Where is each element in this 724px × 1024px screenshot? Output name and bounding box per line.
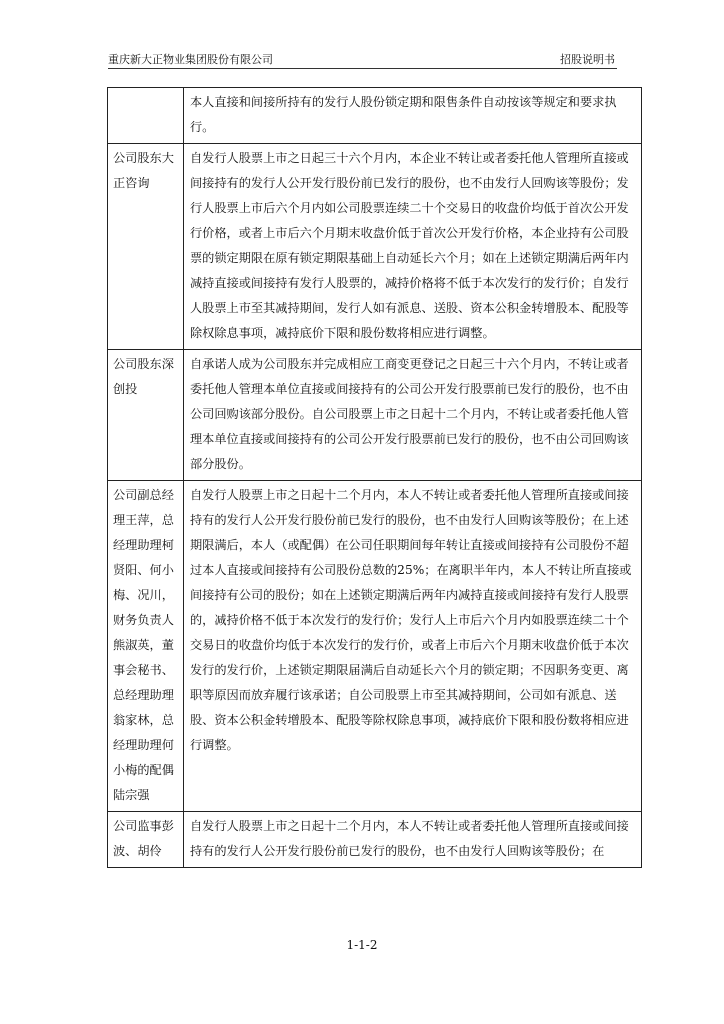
commitment-table [107,87,642,868]
commitment-cell: 自发行人股票上市之日起十二个月内，本人不转让或者委托他人管理所直接或间接持有的发行人公开发行股份前已发行的股份，也不由发行人回购该等股份；在上述期限满后，本人（或配偶）在公司任职期间每年转让直接或间接持有公司股份不超过本人直接或间接持有公司股份总数的25%；在离职半年内，本人不转让所直接或间接持有公司的股份；如在上述锁定期满后两年内减持直接或间接持有发行人股票的，减持价格不低于本次发行的发行价；发行人上市后六个月内如股票连续二十个交易日的收盘价均低于本次发行的发行价，或者上市后六个月期末收盘价低于本次发行的发行价，上述锁定期限届满后自动延长六个月的锁定期；不因职务变更、离职等原因而放弃履行该承诺；自公司股票上市至其减持期间，公司如有派息、送股、资本公积金转增股本、配股等除权除息事项，减持底价下限和股份数将相应进行调整。 [184,481,642,812]
party-cell: 公司股东深创投 [108,350,184,481]
page-header [108,48,617,69]
commitment-cell: 自发行人股票上市之日起十二个月内，本人不转让或者委托他人管理所直接或间接持有的发行人公开发行股份前已发行的股份，也不由发行人回购该等股份；在 [184,812,642,868]
table-row [108,144,642,350]
commitment-cell: 自发行人股票上市之日起三十六个月内，本企业不转让或者委托他人管理所直接或间接持有的发行人公开发行股份前已发行的股份，也不由发行人回购该等股份；发行人股票上市后六个月内如公司股票连续二十个交易日的收盘价均低于首次公开发行价格，或者上市后六个月期末收盘价低于首次公开发行价格，本企业持有公司股票的锁定期限在原有锁定期限基础上自动延长六个月；如在上述锁定期满后两年内减持直接或间接持有发行人股票的，减持价格将不低于本次发行的发行价；自发行人股票上市至其减持期间，发行人如有派息、送股、资本公积金转增股本、配股等除权除息事项，减持底价下限和股份数将相应进行调整。 [184,144,642,350]
commitment-cell: 自承诺人成为公司股东并完成相应工商变更登记之日起三十六个月内，不转让或者委托他人管理本单位直接或间接持有的公司公开发行股票前已发行的股份，也不由公司回购该部分股份。自公司股票上市之日起十二个月内，不转让或者委托他人管理本单位直接或间接持有的公司公开发行股票前已发行的股份，也不由公司回购该部分股份。 [184,350,642,481]
party-cell: 公司副总经理王萍，总经理助理柯贤阳、何小梅、况川，财务负责人熊淑英，董事会秘书、总经理助理翁家林，总经理助理何小梅的配偶陆宗强 [108,481,184,812]
table-row [108,88,642,144]
page-number: 1-1-2 [346,938,378,952]
table-row [108,481,642,812]
table-row [108,350,642,481]
commitment-cell: 本人直接和间接所持有的发行人股份锁定期和限售条件自动按该等规定和要求执行。 [184,88,642,144]
party-cell [108,88,184,144]
company-name: 重庆新大正物业集团股份有限公司 [108,53,273,66]
party-cell: 公司股东大正咨询 [108,144,184,350]
party-cell: 公司监事彭波、胡伶 [108,812,184,868]
table-row [108,812,642,868]
document-type: 招股说明书 [560,53,615,66]
